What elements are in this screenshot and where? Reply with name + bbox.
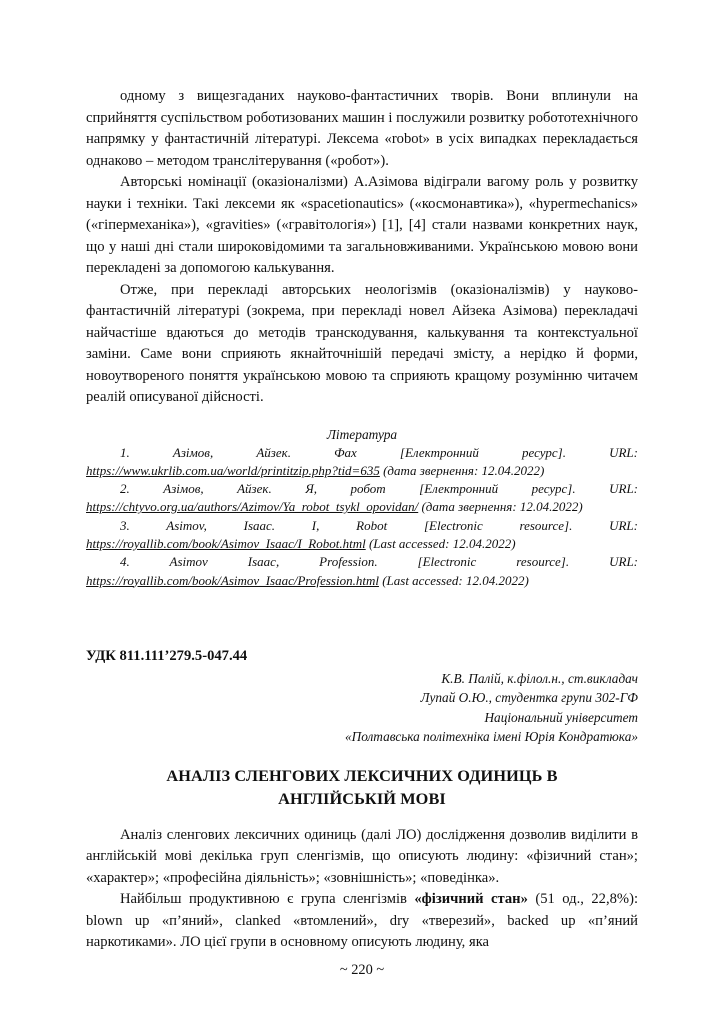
reference-citation: 3. Asimov, Isaac. I, Robot [Electronic resource]. URL: — [120, 517, 638, 533]
text-column — [86, 86, 638, 954]
reference-url[interactable]: https://royallib.com/book/Asimov_Isaac/Profession.html — [86, 572, 379, 588]
article-title-line-2: АНГЛІЙСЬКІЙ МОВІ — [278, 788, 446, 808]
page-number: ~ 220 ~ — [339, 962, 385, 978]
body-paragraph-1: одному з вищезгаданих науково-фантастичних творів. Вони вплинули на сприйняття суспільством роботизованих машин і послужили розвитку робототехнічного напрямку у фантастичній літературі. Лексема «robot» в усіх випадках перекладається однаково – методом транслітерування («робот»). — [86, 88, 638, 169]
reference-url-line — [86, 498, 638, 516]
reference-url[interactable]: https://chtyvo.org.ua/authors/Azimov/Ya_robot_tsykl_opovidan/ — [86, 499, 419, 515]
reference-url-line — [86, 535, 638, 553]
author-block — [86, 669, 638, 747]
reference-url[interactable]: https://www.ukrlib.com.ua/world/printitzip.php?tid=635 — [86, 462, 380, 478]
reference-access-date: (дата звернення: 12.04.2022) — [418, 499, 583, 515]
article-paragraph-2-part-1: Найбільш продуктивною є група сленгізмів — [120, 891, 415, 908]
udc-code: УДК 811.111’279.5-047.44 — [86, 647, 248, 664]
reference-citation: 4. Asimov Isaac, Profession. [Electronic resource]. URL: — [120, 554, 638, 570]
author-line: К.В. Палій, к.філол.н., ст.викладач — [441, 670, 638, 686]
reference-access-date: (дата звернення: 12.04.2022) — [379, 462, 545, 478]
reference-url[interactable]: https://royallib.com/book/Asimov_Isaac/I_Robot.html — [86, 535, 366, 551]
article-paragraph-2-part-2: (51 од., 22,8%): blown up «п’яний», clanked «втомлений», dry «тверезий», backed up «п’яний наркотиками». ЛО цієї групи в основному описують людину, яка — [86, 891, 638, 951]
section-gap — [86, 590, 638, 646]
author-line: Лупай О.Ю., студентка групи 302-ГФ — [420, 690, 638, 706]
reference-item — [86, 517, 638, 554]
reference-access-date: (Last accessed: 12.04.2022) — [378, 572, 529, 588]
reference-access-date: (Last accessed: 12.04.2022) — [365, 535, 516, 551]
title-body-gap — [86, 810, 638, 825]
article-paragraph-1: Аналіз сленгових лексичних одиниць (далі ЛО) дослідження дозволив виділити в англійській мові декілька груп сленгізмів, що описують людину: «фізичний стан»; «характер»; «професійна діяльність»; «зовнішність»; «поведінка». — [86, 826, 638, 886]
body-paragraph-3: Отже, при перекладі авторських неологізмів (оказіоналізмів) у науково-фантастичній літературі (зокрема, при перекладі новел Айзека Азімова) перекладачі найчастіше вдаються до методів транскодування, калькування та контекстуальної заміни. Саме вони сприяють якнайточнішій передачі змісту, а нерідко й форми, новоутвореного поняття українською мовою та сприяють кращому розумінню читачем реалій описуваної дійсності. — [86, 281, 638, 405]
reference-citation: 2. Азімов, Айзек. Я, робот [Електронний ресурс]. URL: — [120, 481, 638, 497]
reference-url-line — [86, 572, 638, 590]
affiliation-line: «Полтавська політехніка імені Юрія Кондратюка» — [344, 729, 638, 745]
reference-item — [86, 444, 638, 481]
title-gap — [86, 747, 638, 764]
reference-url-line — [86, 462, 638, 480]
reference-citation: 1. Азімов, Айзек. Фах [Електронний ресурс]. URL: — [120, 444, 638, 460]
references-heading: Література — [326, 426, 398, 442]
article-title — [86, 764, 638, 810]
reference-item — [86, 553, 638, 590]
affiliation-line: Національний університет — [484, 709, 638, 725]
body-paragraph-2: Авторські номінації (оказіоналізми) А.Азімова відіграли вагому роль у розвитку науки і техніки. Такі лексеми як «spacetionautics» («космонавтика»), «hypermechanics» («гіпермеханіка»), «gravities» («гравітологія») [1], [4] стали назвами конкретних наук, що у наші дні стали широковідомими та загальновживаними. Українською мовою вони перекладені за допомогою калькування. — [86, 174, 638, 276]
article-paragraph-2 — [86, 889, 638, 954]
slang-group-label: «фізичний стан» — [414, 891, 528, 908]
reference-item — [86, 480, 638, 517]
article-title-line-1: АНАЛІЗ СЛЕНГОВИХ ЛЕКСИЧНИХ ОДИНИЦЬ В — [166, 765, 558, 785]
